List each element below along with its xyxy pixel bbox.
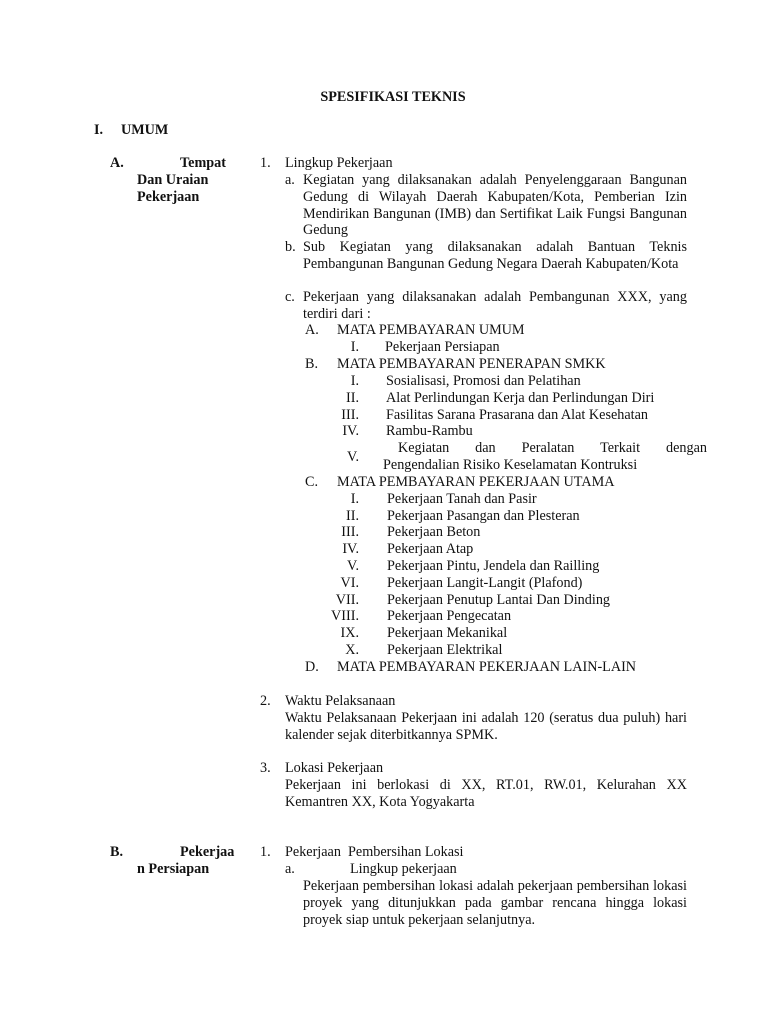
list-item-number: II. [346,390,359,406]
list-item-text: Rambu-Rambu [386,423,473,439]
item-2-body: Waktu Pelaksanaan Pekerjaan ini adalah 120 (seratus dua puluh) hari kalender sejak diterbitkannya SPMK. [285,710,687,743]
point-c-text: Pekerjaan yang dilaksanakan adalah Pembangunan XXX, yang terdiri dari : [303,289,687,322]
list-item-number: IX. [340,625,359,641]
list-item-text: Pekerjaan Langit-Langit (Plafond) [387,575,583,591]
b-point-a-mark: a. [285,861,295,877]
list-item-number: III. [341,407,359,423]
list-item-text: Pekerjaan Pintu, Jendela dan Railling [387,558,600,574]
b-point-a-title: Lingkup pekerjaan [350,861,457,877]
item-3-body: Pekerjaan ini berlokasi di XX, RT.01, RW.01, Kelurahan XX Kemantren XX, Kota Yogyakarta [285,777,687,810]
list-item-text: Pekerjaan Tanah dan Pasir [387,491,537,507]
list-item-number: I. [350,491,359,507]
list-item-number: I. [350,339,359,355]
list-item-number: V. [347,449,359,465]
section-title: UMUM [121,122,169,138]
b-item-1-number: 1. [260,844,271,860]
list-item-number: III. [341,524,359,540]
list-item-number: II. [346,508,359,524]
list-item-text-continued: Pengendalian Risiko Keselamatan Kontruksi [383,457,638,473]
list-item-text: Pekerjaan Penutup Lantai Dan Dinding [387,592,611,608]
list-item-text: Pekerjaan Mekanikal [387,625,508,641]
group-letter: B. [305,356,319,372]
point-a-text: Kegiatan yang dilaksanakan adalah Penyelenggaraan Bangunan Gedung di Wilayah Daerah Kabupaten/Kota, Pemberian Izin Mendirikan Bangunan (IMB) dan Sertifikat Laik Fungsi Bangunan Gedung [303,172,687,239]
subsection-b-letter: B. [110,844,124,860]
group-letter: C. [305,474,319,490]
list-item-number: IV. [342,541,359,557]
list-item-text: Pekerjaan Elektrikal [387,642,503,658]
subsection-b-title-line2: n Persiapan [137,861,210,877]
list-item-text: Fasilitas Sarana Prasarana dan Alat Kesehatan [386,407,648,423]
list-item-text: Pekerjaan Atap [387,541,474,557]
point-a-mark: a. [285,172,295,188]
group-title: MATA PEMBAYARAN PEKERJAAN UTAMA [337,474,615,490]
item-3-number: 3. [260,760,271,776]
point-b-mark: b. [285,239,296,255]
item-3-title: Lokasi Pekerjaan [285,760,384,776]
list-item-text: Pekerjaan Persiapan [385,339,500,355]
page-title: SPESIFIKASI TEKNIS [320,89,466,105]
subsection-a-title-line3: Pekerjaan [137,189,200,205]
list-item-text: Pekerjaan Pengecatan [387,608,512,624]
list-item-text: Pekerjaan Beton [387,524,481,540]
list-item-number: VIII. [331,608,359,624]
list-item-number: V. [347,558,359,574]
list-item-text: Pekerjaan Pasangan dan Plesteran [387,508,580,524]
group-letter: A. [305,322,319,338]
list-item-number: VII. [335,592,359,608]
subsection-b-title-word1: Pekerjaa [180,844,235,860]
group-title: MATA PEMBAYARAN PENERAPAN SMKK [337,356,606,372]
group-title: MATA PEMBAYARAN UMUM [337,322,525,338]
item-2-number: 2. [260,693,271,709]
subsection-a-title-word1: Tempat [180,155,226,171]
group-letter: D. [305,659,319,675]
item-2-title: Waktu Pelaksanaan [285,693,396,709]
point-b-text: Sub Kegiatan yang dilaksanakan adalah Bantuan Teknis Pembangunan Bangunan Gedung Negara Daerah Kabupaten/Kota [303,239,687,272]
list-item-number: VI. [340,575,359,591]
list-item-text: Kegiatan dan Peralatan Terkait dengan [398,440,707,456]
item-1-title: Lingkup Pekerjaan [285,155,393,171]
b-point-a-body: Pekerjaan pembersihan lokasi adalah pekerjaan pembersihan lokasi proyek yang ditunjukkan pada gambar rencana hingga lokasi proyek siap untuk pekerjaan selanjutnya. [303,878,687,928]
list-item-number: X. [345,642,359,658]
group-title: MATA PEMBAYARAN PEKERJAAN LAIN-LAIN [337,659,637,675]
b-item-1-title: Pekerjaan Pembersihan Lokasi [285,844,464,860]
subsection-a-title-line2: Dan Uraian [137,172,209,188]
section-number: I. [94,122,104,138]
list-item-text: Alat Perlindungan Kerja dan Perlindungan Diri [386,390,655,406]
list-item-number: I. [350,373,359,389]
subsection-a-letter: A. [110,155,124,171]
list-item-number: IV. [342,423,359,439]
point-c-mark: c. [285,289,295,305]
list-item-text: Sosialisasi, Promosi dan Pelatihan [386,373,581,389]
item-1-number: 1. [260,155,271,171]
